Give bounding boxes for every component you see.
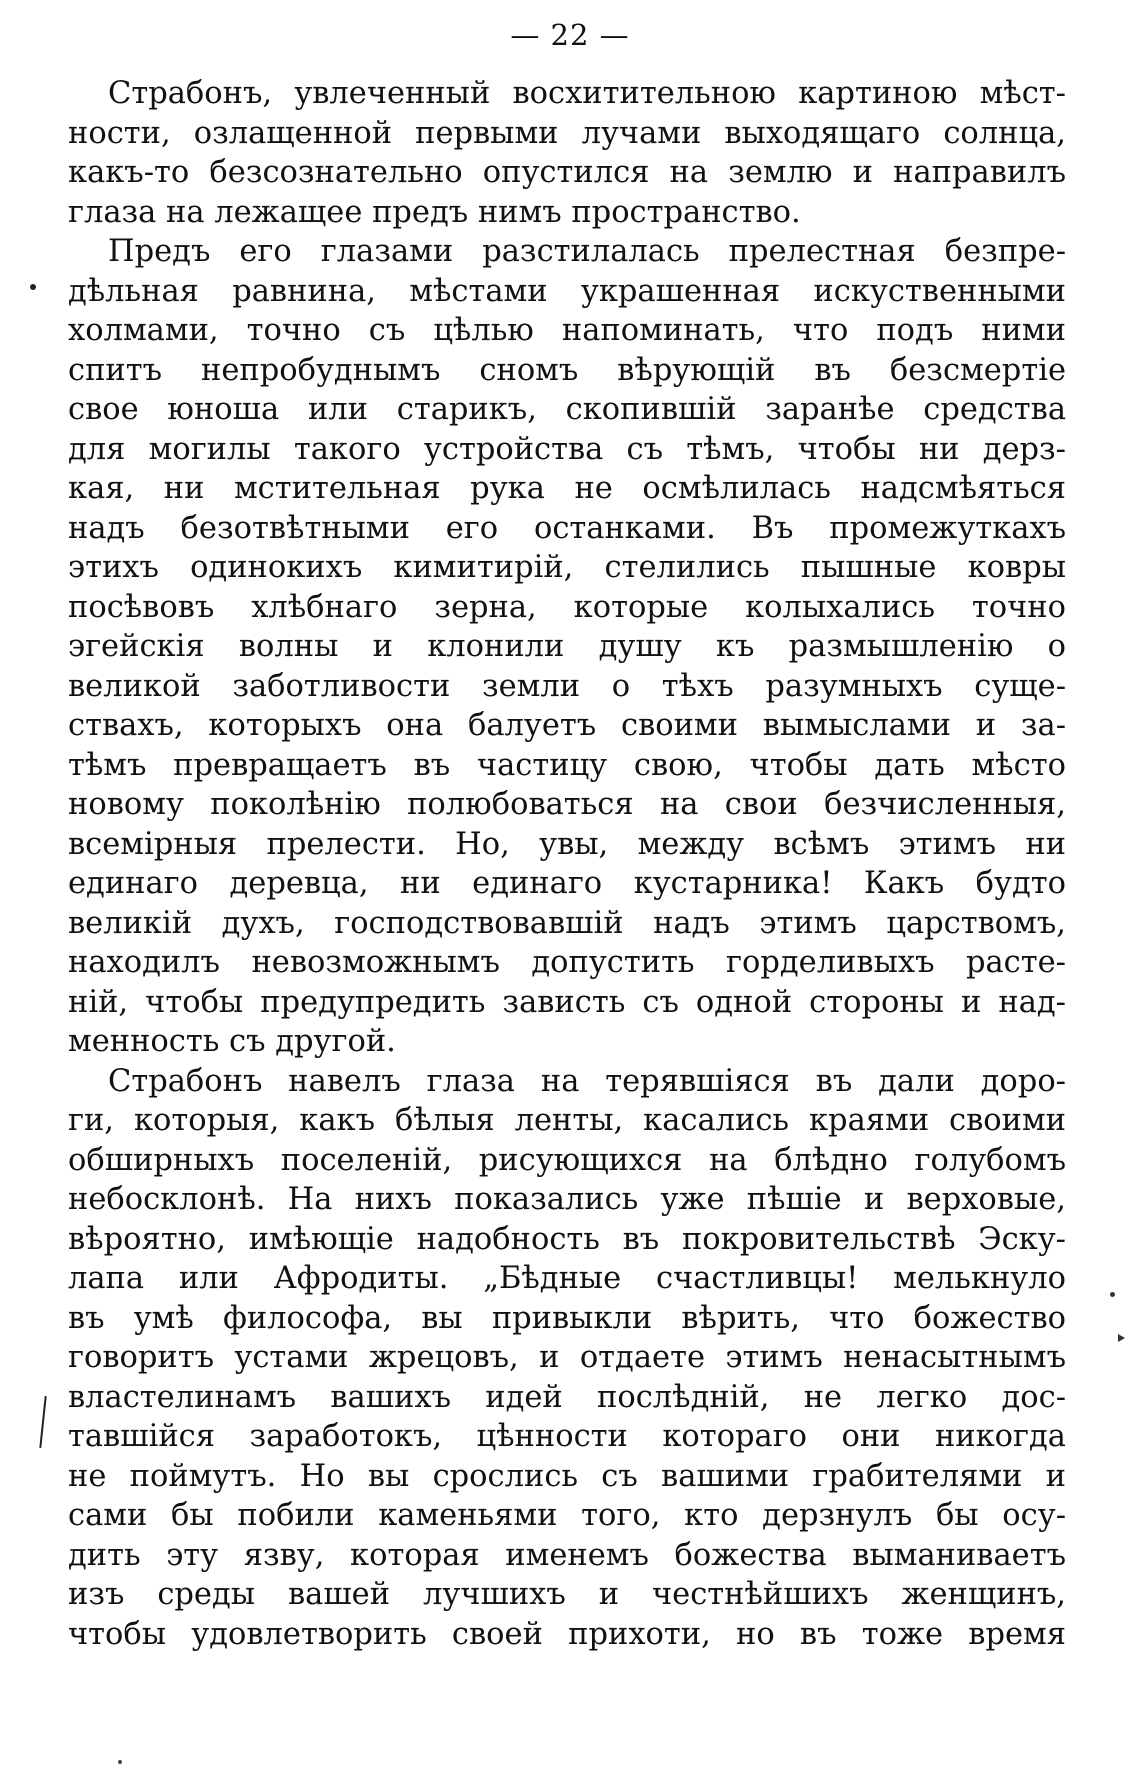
text-line: не поймутъ. Но вы срослись съ вашими грабителями и: [68, 1458, 1066, 1494]
text-line: спитъ непробуднымъ сномъ вѣрующій въ безсмертіе: [68, 352, 1066, 388]
text-line: Страбонъ, увлеченный восхитительною картиною мѣст-: [108, 76, 1066, 111]
text-line: обширныхъ поселеній, рисующихся на блѣдно голубомъ: [68, 1142, 1066, 1178]
text-line: ги, которыя, какъ бѣлыя ленты, касались краями своими: [68, 1103, 1066, 1138]
text-line: лапа или Афродиты. „Бѣдные счастливцы! мелькнуло: [68, 1261, 1066, 1296]
text-line: единаго деревца, ни единаго кустарника! Какъ будто: [68, 866, 1066, 901]
text-line: ности, озлащенной первыми лучами выходящаго солнца,: [68, 115, 1066, 151]
text-line: Предъ его глазами разстилалась прелестная безпре-: [108, 234, 1066, 269]
text-line: въ умѣ философа, вы привыкли вѣрить, что божество: [68, 1300, 1066, 1336]
text-line: сами бы побили каменьями того, кто дерзнулъ бы осу-: [68, 1498, 1066, 1533]
text-line: великій духъ, господствовавшій надъ этимъ царствомъ,: [68, 905, 1066, 941]
text-line: новому поколѣнію полюбоваться на свои безчисленныя,: [68, 787, 1066, 822]
margin-bar-mark: [39, 1396, 46, 1448]
text-line: глаза на лежащее предъ нимъ пространство.: [68, 194, 801, 230]
text-line: дѣльная равнина, мѣстами украшенная искуственными: [68, 273, 1066, 309]
text-line: свое юноша или старикъ, скопившій заранѣе средства: [68, 392, 1066, 427]
margin-dot-mark: [1110, 1292, 1115, 1297]
text-line: властелинамъ вашихъ идей послѣдній, не легко дос-: [68, 1379, 1066, 1415]
margin-arrow-mark: [1118, 1334, 1125, 1342]
margin-dot-mark: [118, 1760, 122, 1764]
text-line: чтобы удовлетворить своей прихоти, но въ тоже время: [68, 1616, 1066, 1652]
text-line: говоритъ устами жрецовъ, и отдаете этимъ ненасытнымъ: [68, 1340, 1066, 1375]
text-line: холмами, точно съ цѣлью напоминать, что подъ ними: [68, 313, 1066, 348]
margin-dot-mark: [30, 284, 36, 290]
text-line: для могилы такого устройства съ тѣмъ, чтобы ни дерз-: [68, 431, 1066, 467]
text-line: эгейскія волны и клонили душу къ размышленію о: [68, 629, 1066, 664]
page-number: — 22 —: [510, 18, 630, 52]
text-line: великой заботливости земли о тѣхъ разумныхъ суще-: [68, 668, 1066, 704]
text-line: этихъ одинокихъ кимитирій, стелились пышные ковры: [68, 550, 1066, 585]
text-line: ствахъ, которыхъ она балуетъ своими вымыслами и за-: [68, 708, 1066, 743]
text-line: дить эту язву, которая именемъ божества выманиваетъ: [68, 1537, 1066, 1573]
text-line: ній, чтобы предупредить зависть съ одной стороны и над-: [68, 984, 1066, 1020]
text-line: надъ безотвѣтными его останками. Въ промежуткахъ: [68, 510, 1066, 546]
text-line: какъ-то безсознательно опустился на землю и направилъ: [68, 155, 1066, 190]
text-line: небосклонѣ. На нихъ показались уже пѣшіе и верховые,: [68, 1182, 1066, 1217]
text-line: кая, ни мстительная рука не осмѣлилась надсмѣяться: [68, 471, 1066, 506]
text-line: находилъ невозможнымъ допустить горделивыхъ расте-: [68, 945, 1066, 980]
text-line: тавшійся заработокъ, цѣнности котораго они никогда: [68, 1419, 1066, 1454]
text-line: тѣмъ превращаетъ въ частицу свою, чтобы дать мѣсто: [68, 747, 1066, 783]
text-line: посѣвовъ хлѣбнаго зерна, которые колыхались точно: [68, 589, 1066, 625]
text-line: всемірныя прелести. Но, увы, между всѣмъ этимъ ни: [68, 826, 1066, 862]
text-line: менность съ другой.: [68, 1024, 396, 1059]
text-line: Страбонъ навелъ глаза на терявшіяся въ дали доро-: [108, 1063, 1066, 1099]
body-text: [68, 74, 1066, 1654]
text-line: изъ среды вашей лучшихъ и честнѣйшихъ женщинъ,: [68, 1577, 1066, 1612]
text-line: вѣроятно, имѣющіе надобность въ покровительствѣ Эску-: [68, 1221, 1066, 1257]
